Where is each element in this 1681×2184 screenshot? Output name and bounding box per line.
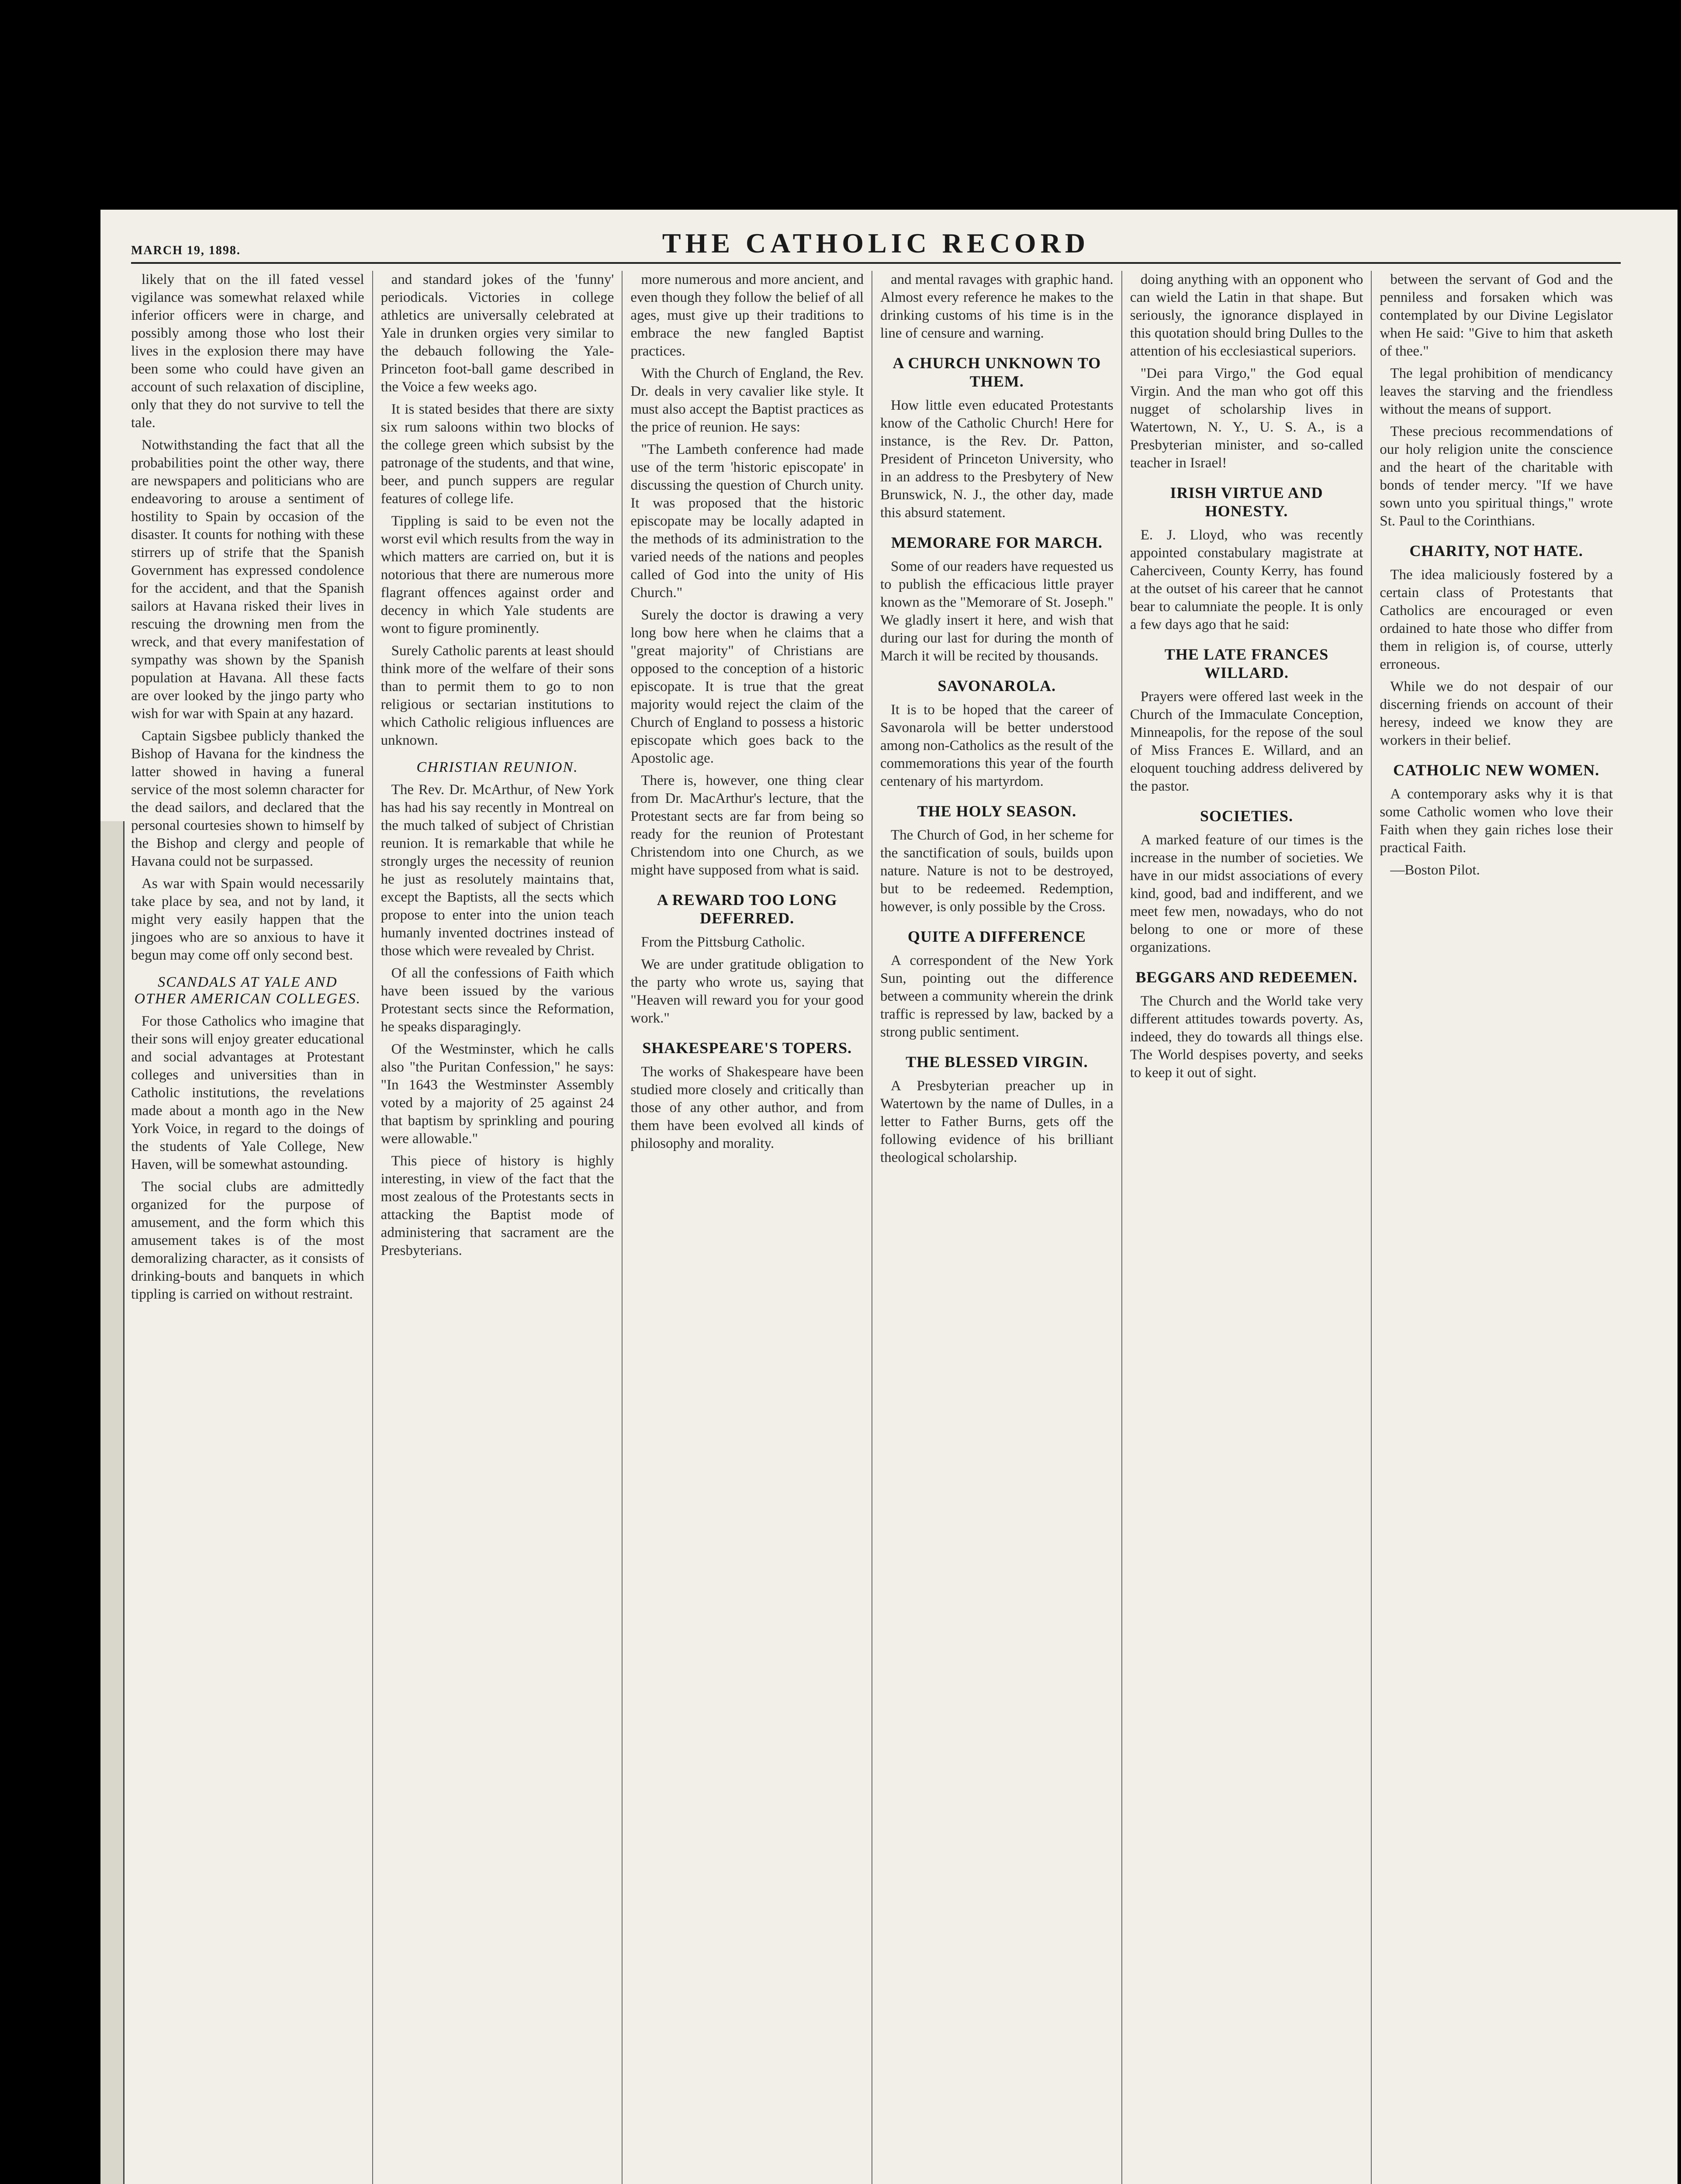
article-headline: SAVONAROLA. [937, 677, 1056, 695]
column-3 [622, 271, 872, 2184]
article-paragraph: "The Lambeth conference had made use of the term 'historic episcopate' in discussing the question of Church unity. It was proposed that the historic episcopate may be locally adapted in the methods of its administration to the varied needs of the nations and peoples called of God into the unity of His Church." [630, 442, 864, 601]
article-paragraph: Of all the confessions of Faith which have been issued by the various Protestant sects since the Reformation, he speaks disparagingly. [380, 965, 614, 1035]
article-headline: A CHURCH UNKNOWN TO THEM. [892, 354, 1101, 390]
article-paragraph: Prayers were offered last week in the Church of the Immaculate Conception, Minneapolis, for the repose of the soul of Miss Frances E. Willard, and an eloquent touching address delivered by the pastor. [1130, 689, 1363, 794]
article-paragraph: It is to be hoped that the career of Savonarola will be better understood among non-Catholics as the result of the commemorations this year of the fourth centenary of his martyrdom. [880, 702, 1114, 789]
article-paragraph: The Rev. Dr. McArthur, of New York has had his say recently in Montreal on the much talked of subject of Christian reunion. It is remarkable that while he strongly urges the necessity of reunion he just as resolutely maintains that, except the Baptists, all the sects which propose to enter into the union teach humanly invented doctrines instead of those which were revealed by Christ. [380, 782, 614, 959]
column-5 [1121, 271, 1371, 2184]
article-headline: SHAKESPEARE'S TOPERS. [642, 1039, 852, 1057]
article-headline: A REWARD TOO LONG DEFERRED. [657, 891, 837, 927]
article-headline: THE LATE FRANCES WILLARD. [1164, 646, 1329, 681]
article-paragraph: A contemporary asks why it is that some Catholic women who love their Faith when they gain riches lose their practical Faith. [1380, 786, 1613, 856]
article-paragraph: between the servant of God and the penniless and forsaken which was contemplated by our Divine Legislator when He said: "Give to him that asketh of thee." [1380, 272, 1613, 359]
article-paragraph: "Dei para Virgo," the God equal Virgin. And the man who got off this nugget of scholarship lives in Watertown, N. Y., U. S. A., is a Presbyterian minister, and so-called teacher in Israel! [1130, 366, 1363, 471]
article-paragraph: Notwithstanding the fact that all the probabilities point the other way, there are newspapers and politicians who are endeavoring to arouse a sentiment of hostility to Spain by occasion of the disaster. It counts for nothing with these stirrers up of strife that the Spanish Government has expressed condolence for the accident, and that the Spanish sailors at Havana risked their lives in rescuing the drowning men from the wreck, and that every manifestation of sympathy was shown by the Spanish population at Havana. All these facts are over looked by the jingo party who wish for war with Spain at any hazard. [131, 437, 364, 722]
article-paragraph: doing anything with an opponent who can wield the Latin in that shape. But seriously, the ignorance displayed in this quotation should bring Dulles to the attention of his ecclesiastical superiors. [1130, 272, 1363, 359]
article-paragraph: and standard jokes of the 'funny' periodicals. Victories in college athletics are universally celebrated at Yale in drunken orgies very similar to the debauch following the Yale-Princeton foot-ball game described in the Voice a few weeks ago. [380, 272, 614, 395]
editorial-headline: SCANDALS AT YALE AND OTHER AMERICAN COLLEGES. [134, 974, 361, 1007]
article-paragraph: From the Pittsburg Catholic. [641, 934, 805, 950]
article-paragraph: A correspondent of the New York Sun, pointing out the difference between a community wherein the drink traffic is repressed by law, backed by a strong public sentiment. [880, 953, 1114, 1040]
article-paragraph: The social clubs are admittedly organized for the purpose of amusement, and the form which this amusement takes is of the most demoralizing character, as it consists of drinking-bouts and banquets in which tippling is carried on without restraint. [131, 1179, 364, 1302]
article-headline: THE BLESSED VIRGIN. [906, 1053, 1088, 1071]
article-paragraph: Captain Sigsbee publicly thanked the Bishop of Havana for the kindness the latter showed in having a funeral service of the most solemn character for the dead sailors, and declared that the personal courtesies shown to himself by the Bishop and clergy and people of Havana could not be surpassed. [131, 728, 364, 869]
article-paragraph: Surely Catholic parents at least should think more of the welfare of their sons than to permit them to go to non religious or sectarian institutions to which Catholic religious influences are unknown. [380, 643, 614, 748]
column-2 [372, 271, 622, 2184]
article-paragraph: Of the Westminster, which he calls also "the Puritan Confession," he says: "In 1643 the Westminster Assembly voted by a majority of 25 against 24 that baptism by sprinkling and pouring were allowable." [380, 1041, 614, 1147]
article-paragraph: We are under gratitude obligation to the party who wrote us, saying that "Heaven will reward you for your good work." [630, 957, 864, 1026]
columns [131, 271, 1621, 2184]
masthead [131, 223, 1621, 264]
article-paragraph: Surely the doctor is drawing a very long bow here when he claims that a "great majority" of Christians are opposed to the conception of a historic episcopate. It is true that the great majority would reject the claim of the Church of England to possess a historic episcopate which goes back to the Apostolic age. [630, 607, 864, 766]
article-paragraph: The idea maliciously fostered by a certain class of Protestants that Catholics are encouraged or even ordained to hate those who differ from them in religion is, of course, utterly erroneous. [1380, 567, 1613, 672]
article-paragraph: The Church and the World take very different attitudes towards poverty. As, indeed, they do towards all things else. The World despises poverty, and seeks to keep it out of sight. [1130, 993, 1363, 1081]
article-paragraph: The legal prohibition of mendicancy leaves the starving and the friendless without the means of support. [1380, 366, 1613, 417]
article-headline: CHARITY, NOT HATE. [1409, 542, 1583, 560]
article-headline: IRISH VIRTUE AND HONESTY. [1170, 484, 1323, 520]
article-paragraph: This piece of history is highly interesting, in view of the fact that the most zealous of the Protestants sects in attacking the Baptist mode of administering that sacrament are the Presbyterians. [380, 1153, 614, 1258]
article-headline: CATHOLIC NEW WOMEN. [1393, 761, 1600, 779]
adjacent-page-edge [100, 821, 125, 2184]
article-paragraph: E. J. Lloyd, who was recently appointed constabulary magistrate at Caherciveen, County Kerry, has found at the outset of his career that he cannot bear to calumniate the people. It is only a few days ago that he said: [1130, 527, 1363, 632]
newspaper-title: THE CATHOLIC RECORD [662, 228, 1090, 259]
issue-date: MARCH 19, 1898. [131, 244, 241, 257]
article-paragraph: —Boston Pilot. [1390, 862, 1480, 878]
article-headline: MEMORARE FOR MARCH. [891, 534, 1103, 551]
article-paragraph: While we do not despair of our discerning friends on account of their heresy, indeed we know they are workers in their belief. [1380, 679, 1613, 748]
article-paragraph: more numerous and more ancient, and even though they follow the belief of all ages, must give up their traditions to embrace the new fangled Baptist practices. [630, 272, 864, 359]
article-paragraph: A marked feature of our times is the increase in the number of societies. We have in our midst associations of every kind, good, bad and indifferent, and we meet few men, nowadays, who do not belong to one or more of these organizations. [1130, 832, 1363, 955]
article-paragraph: It is stated besides that there are sixty six rum saloons within two blocks of the college green which subsist by the patronage of the students, and that wine, beer, and punch suppers are regular features of college life. [380, 401, 614, 507]
column-1 [131, 271, 372, 2184]
article-paragraph: The Church of God, in her scheme for the sanctification of souls, builds upon nature. Nature is not to be destroyed, but to be redeemed. Redemption, however, is only possible by the Cross. [880, 827, 1114, 915]
article-paragraph: There is, however, one thing clear from Dr. MacArthur's lecture, that the Protestant sects are far from being so ready for the reunion of Protestant Christendom into one Church, as we might have supposed from what is said. [630, 773, 864, 878]
article-paragraph: A Presbyterian preacher up in Watertown by the name of Dulles, in a letter to Father Burns, gets off the following evidence of his brilliant theological scholarship. [880, 1078, 1114, 1165]
article-headline: BEGGARS AND REDEEMEN. [1135, 968, 1358, 986]
column-4 [872, 271, 1121, 2184]
article-headline: THE HOLY SEASON. [917, 802, 1077, 820]
article-headline: QUITE A DIFFERENCE [907, 928, 1086, 945]
article-paragraph: How little even educated Protestants know of the Catholic Church! Here for instance, is the Rev. Dr. Patton, President of Princeton University, who in an address to the Presbytery of New Brunswick, N. J., the other day, made this absurd statement. [880, 397, 1114, 521]
article-paragraph: Some of our readers have requested us to publish the efficacious little prayer known as the "Memorare of St. Joseph." We gladly insert it here, and wish that during our last for during the month of March it will be recited by thousands. [880, 559, 1114, 664]
article-paragraph: Tippling is said to be even not the worst evil which results from the way in which matters are carried on, but it is notorious that there are numerous more flagrant offences against order and decency in which Yale students are wont to figure prominently. [380, 513, 614, 636]
article-paragraph: With the Church of England, the Rev. Dr. deals in very cavalier like style. It must also accept the Baptist practices as the price of reunion. He says: [630, 366, 864, 435]
editorial-headline: CHRISTIAN REUNION. [416, 759, 578, 775]
article-paragraph: The works of Shakespeare have been studied more closely and critically than those of any other author, and from them have been evolved all kinds of philosophy and morality. [630, 1064, 864, 1151]
article-paragraph: likely that on the ill fated vessel vigilance was somewhat relaxed while inferior officers were in charge, and possibly among those who lost their lives in the explosion there may have been some who could have given an account of such relaxation of discipline, only that they do not survive to tell the tale. [131, 272, 364, 431]
article-headline: SOCIETIES. [1200, 807, 1294, 825]
article-paragraph: As war with Spain would necessarily take place by sea, and not by land, it might very easily happen that the jingoes who are so anxious to have it begun may come off only second best. [131, 876, 364, 963]
column-6 [1371, 271, 1621, 2184]
article-paragraph: and mental ravages with graphic hand. Almost every reference he makes to the drinking customs of his time is in the line of censure and warning. [880, 272, 1114, 341]
article-paragraph: These precious recommendations of our holy religion unite the conscience and the heart of the charitable with bonds of tender mercy. "If we have sown unto you spiritual things," wrote St. Paul to the Corinthians. [1380, 424, 1613, 529]
article-paragraph: For those Catholics who imagine that their sons will enjoy greater educational and social advantages at Protestant colleges and universities than in Catholic institutions, the revelations made about a month ago in the New York Voice, in regard to the doings of the students of Yale College, New Haven, will be somewhat astounding. [131, 1013, 364, 1172]
newspaper-page [100, 210, 1678, 2184]
